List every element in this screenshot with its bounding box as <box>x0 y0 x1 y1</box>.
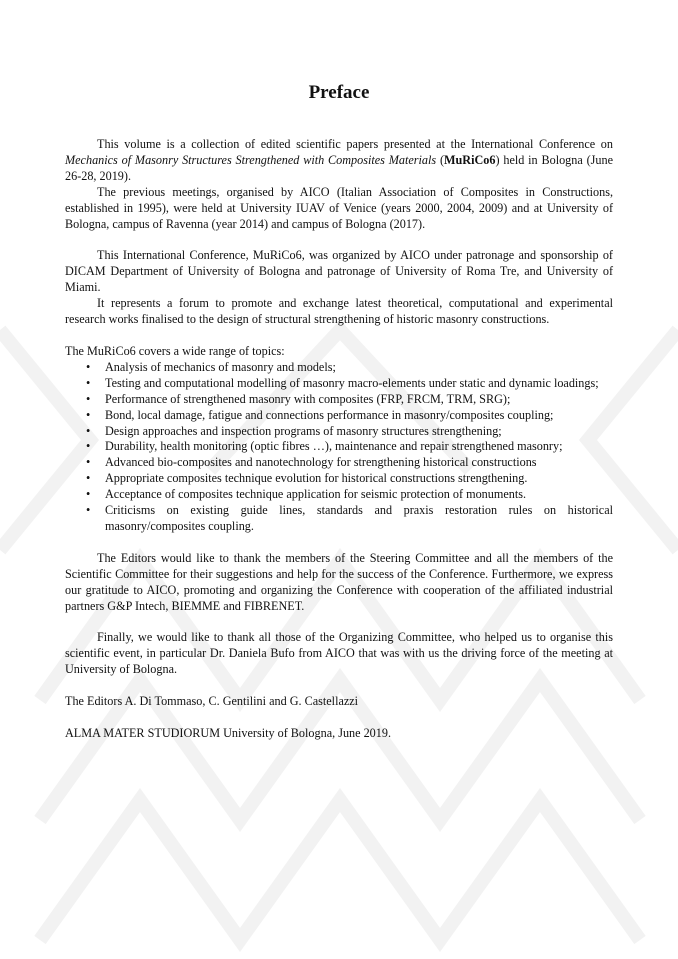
list-item: • Analysis of mechanics of masonry and models; <box>86 359 336 374</box>
paragraph-acknowledgements: The Editors would like to thank the members of the Steering Committee and all the members of the Scientific Committee for their suggestions and help for the success of the Conference. Furthermore, we express our gratitude to AICO, promoting and organizing the Conference with cooperation of the affiliated industrial partners G&P Intech, BIEMME and FIBRENET. <box>65 550 613 613</box>
list-item: • Advanced bio-composites and nanotechnology for strengthening historical constructions <box>86 455 537 470</box>
paragraph-intro: This volume is a collection of edited scientific papers presented at the International Conference on Mechanics of Masonry Structures Strengthened with Composites Materials (MuRiCo6) held in Bologna (June 26-28, 2019). <box>65 137 613 183</box>
list-item: • Testing and computational modelling of masonry macro-elements under static and dynamic loadings; <box>86 375 599 390</box>
list-item: • Durability, health monitoring (optic fibres …), maintenance and repair strengthened masonry; <box>86 439 563 454</box>
paragraph-previous-meetings: The previous meetings, organised by AICO (Italian Association of Composites in Constructions, established in 1995), were held at University IUAV of Venice (years 2000, 2004, 2009) and at University of Bologna, campus of Ravenna (year 2014) and campus of Bologna (2017). <box>65 184 613 231</box>
bullet-icon: • <box>86 407 91 422</box>
bullet-icon: • <box>86 375 91 390</box>
bullet-icon: • <box>86 487 91 502</box>
preface-page <box>65 80 613 742</box>
list-item: • Design approaches and inspection programs of masonry structures strengthening; <box>86 423 502 438</box>
paragraph-organization: This International Conference, MuRiCo6, was organized by AICO under patronage and sponsorship of DICAM Department of University of Bologna and patronage of University of Roma Tre, and University of Miami. <box>65 248 613 295</box>
editors-line: The Editors A. Di Tommaso, C. Gentilini and G. Castellazzi <box>65 694 359 709</box>
list-item: • Bond, local damage, fatigue and connections performance in masonry/composites coupling; <box>86 407 554 422</box>
page-title: Preface <box>308 82 370 103</box>
bullet-icon: • <box>86 391 91 406</box>
paragraph-organizing-committee: Finally, we would like to thank all those of the Organizing Committee, who helped us to organise this scientific event, in particular Dr. Daniela Bufo from AICO that was with us the driving force of the meeting at University of Bologna. <box>65 630 613 677</box>
bullet-icon: • <box>86 455 91 470</box>
bullet-icon: • <box>86 423 91 438</box>
list-item: • Appropriate composites technique evolution for historical constructions strengthening. <box>86 471 528 486</box>
list-item: • Performance of strengthened masonry with composites (FRP, FRCM, TRM, SRG); <box>86 391 511 406</box>
topics-intro: The MuRiCo6 covers a wide range of topics: <box>65 343 285 358</box>
list-item: • Criticisms on existing guide lines, standards and praxis restoration rules on historical masonry/composites coupling. <box>86 503 613 533</box>
place-date-line: ALMA MATER STUDIORUM University of Bologna, June 2019. <box>65 726 392 741</box>
bullet-icon: • <box>86 503 91 518</box>
list-item: • Acceptance of composites technique application for seismic protection of monuments. <box>86 487 527 502</box>
bullet-icon: • <box>86 439 91 454</box>
topics-list <box>65 360 613 535</box>
bullet-icon: • <box>86 471 91 486</box>
paragraph-forum: It represents a forum to promote and exchange latest theoretical, computational and experimental research works finalised to the design of structural strengthening of historic masonry constructions. <box>65 296 613 327</box>
bullet-icon: • <box>86 359 91 374</box>
